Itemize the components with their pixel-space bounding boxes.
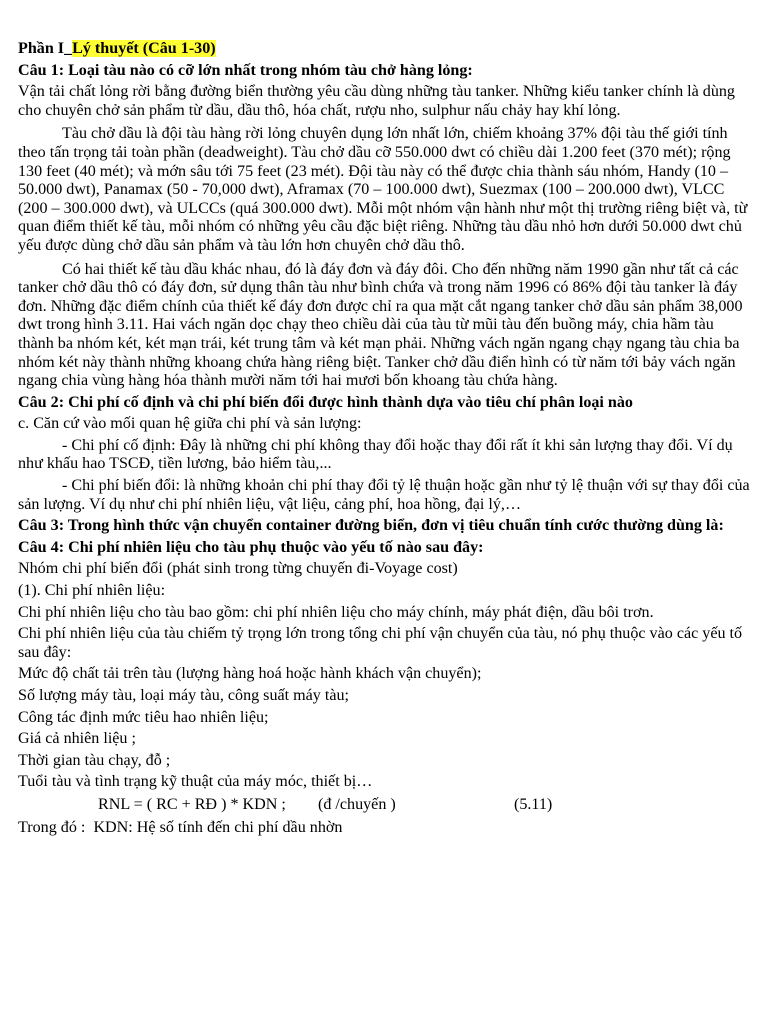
question-4-line: Chi phí nhiên liệu cho tàu bao gồm: chi phí nhiên liệu cho máy chính, máy phát điện, dầu bôi trơn. bbox=[18, 603, 654, 621]
question-2-answer: c. Căn cứ vào mối quan hệ giữa chi phí và sản lượng: bbox=[18, 415, 362, 433]
question-2-title: Câu 2: Chi phí cố định và chi phí biến đổi được hình thành dựa vào tiêu chí phân loại nào bbox=[18, 393, 633, 411]
question-2-fixed-cost: - Chi phí cố định: Đây là những chi phí không thay đổi hoặc thay đổi rất ít khi sản lượng thay đổi. Ví dụ như khấu hao TSCĐ, tiền lương, bảo hiểm tàu,... bbox=[18, 436, 733, 473]
question-1-paragraph-3: Có hai thiết kế tàu dầu khác nhau, đó là đáy đơn và đáy đôi. Cho đến những năm 1990 gần như tất cả các tanker chở dầu thô có đáy đơn, sử dụng thân tàu như bình chứa và trong năm 1996 có 86% đội tàu tanker là đáy đơn. Những đặc điểm chính của thiết kế đáy đơn được chỉ ra qua mặt cắt ngang tanker chở dầu sản phẩm 38,000 dwt trong hình 3.11. Hai vách ngăn dọc chạy theo chiều dài của tàu từ mũi tàu đến buồng máy, chia hầm tàu thành ba nhóm két, két mạn trái, két trung tâm và két mạn phải. Những vách ngăn ngang chạy ngang tàu chia ba nhóm két này thành những khoang chứa hàng riêng biệt. Tanker chở dầu điển hình có từ năm tới bảy vách ngăn ngang chia vùng hàng hóa thành mười năm tới hai mươi bốn khoang tàu chứa hàng. bbox=[18, 260, 743, 390]
question-4-title: Câu 4: Chi phí nhiên liệu cho tàu phụ thuộc vào yếu tố nào sau đây: bbox=[18, 538, 484, 556]
section-heading bbox=[18, 40, 750, 59]
formula-legend-text: KDN: Hệ số tính đến chi phí dầu nhờn bbox=[93, 818, 343, 836]
question-1-title: Câu 1: Loại tàu nào có cỡ lớn nhất trong nhóm tàu chở hàng lỏng: bbox=[18, 61, 473, 79]
section-prefix: Phần I_ bbox=[18, 40, 73, 57]
formula-legend-label: Trong đó : bbox=[18, 818, 86, 836]
question-1-paragraph-2: Tàu chở dầu là đội tàu hàng rời lỏng chuyên dụng lớn nhất lớn, chiếm khoảng 37% đội tàu thế giới tính theo tấn trọng tải toàn phần (deadweight). Tàu chở dầu cỡ 550.000 dwt có chiều dài 1.200 feet (370 mét); rộng 130 feet (40 mét); và mớn sâu tới 75 feet (23 mét). Đội tàu này có thể được chia thành sáu nhóm, Handy (10 – 50.000 dwt), Panamax (50 - 70,000 dwt), Aframax (70 – 100.000 dwt), Suezmax (100 – 200.000 dwt), VLCC (200 – 300.000 dwt), và ULCCs (quá 300.000 dwt). Mỗi một nhóm vận hành như một thị trường riêng biệt và, từ quan điểm thiết kế tàu, mỗi nhóm có những yêu cầu đặc biệt riêng. Những tàu dầu nhỏ hơn dưới 50.000 dwt chủ yếu được dùng chở dầu sản phẩm và tàu lớn hơn chuyên chở dầu thô. bbox=[18, 125, 748, 254]
question-4-line: Giá cả nhiên liệu ; bbox=[18, 730, 136, 748]
question-1-paragraph-1: Vận tải chất lỏng rời bằng đường biển thường yêu cầu dùng những tàu tanker. Những kiểu tanker chính là dùng cho chuyên chở sản phẩm từ dầu, dầu thô, hóa chất, rượu nho, sulphur nấu chảy hay khí lỏng. bbox=[18, 83, 735, 119]
question-4-line: Thời gian tàu chạy, đỗ ; bbox=[18, 751, 171, 769]
question-4-line: Nhóm chi phí biến đổi (phát sinh trong từng chuyến đi-Voyage cost) bbox=[18, 560, 458, 578]
formula-legend bbox=[18, 819, 750, 838]
question-3-title: Câu 3: Trong hình thức vận chuyển container đường biển, đơn vị tiêu chuẩn tính cước thường dùng là: bbox=[18, 517, 724, 535]
question-4-line: Công tác định mức tiêu hao nhiên liệu; bbox=[18, 708, 269, 726]
question-4-line: Tuổi tàu và tình trạng kỹ thuật của máy móc, thiết bị… bbox=[18, 773, 373, 791]
question-4-line: (1). Chi phí nhiên liệu: bbox=[18, 582, 166, 600]
formula-number: (5.11) bbox=[514, 795, 553, 813]
fuel-cost-formula bbox=[18, 794, 750, 816]
formula-unit: (đ /chuyến ) bbox=[318, 795, 396, 813]
question-4-line: Chi phí nhiên liệu của tàu chiếm tỷ trọng lớn trong tổng chi phí vận chuyển của tàu, nó phụ thuộc vào các yếu tố sau đây: bbox=[18, 625, 743, 661]
formula-expression: RNL = ( RC + RĐ ) * KDN ; bbox=[98, 795, 286, 813]
question-4-line: Mức độ chất tải trên tàu (lượng hàng hoá hoặc hành khách vận chuyển); bbox=[18, 665, 482, 683]
section-title-highlight: Lý thuyết (Câu 1-30) bbox=[72, 40, 216, 57]
question-2-variable-cost: - Chi phí biến đổi: là những khoản chi phí thay đổi tỷ lệ thuận hoặc gần như tỷ lệ thuận với sự thay đổi của sản lượng. Ví dụ như chi phí nhiên liệu, vật liệu, cảng phí, hoa hồng, đại lý,… bbox=[18, 477, 750, 513]
question-4-line: Số lượng máy tàu, loại máy tàu, công suất máy tàu; bbox=[18, 687, 349, 704]
